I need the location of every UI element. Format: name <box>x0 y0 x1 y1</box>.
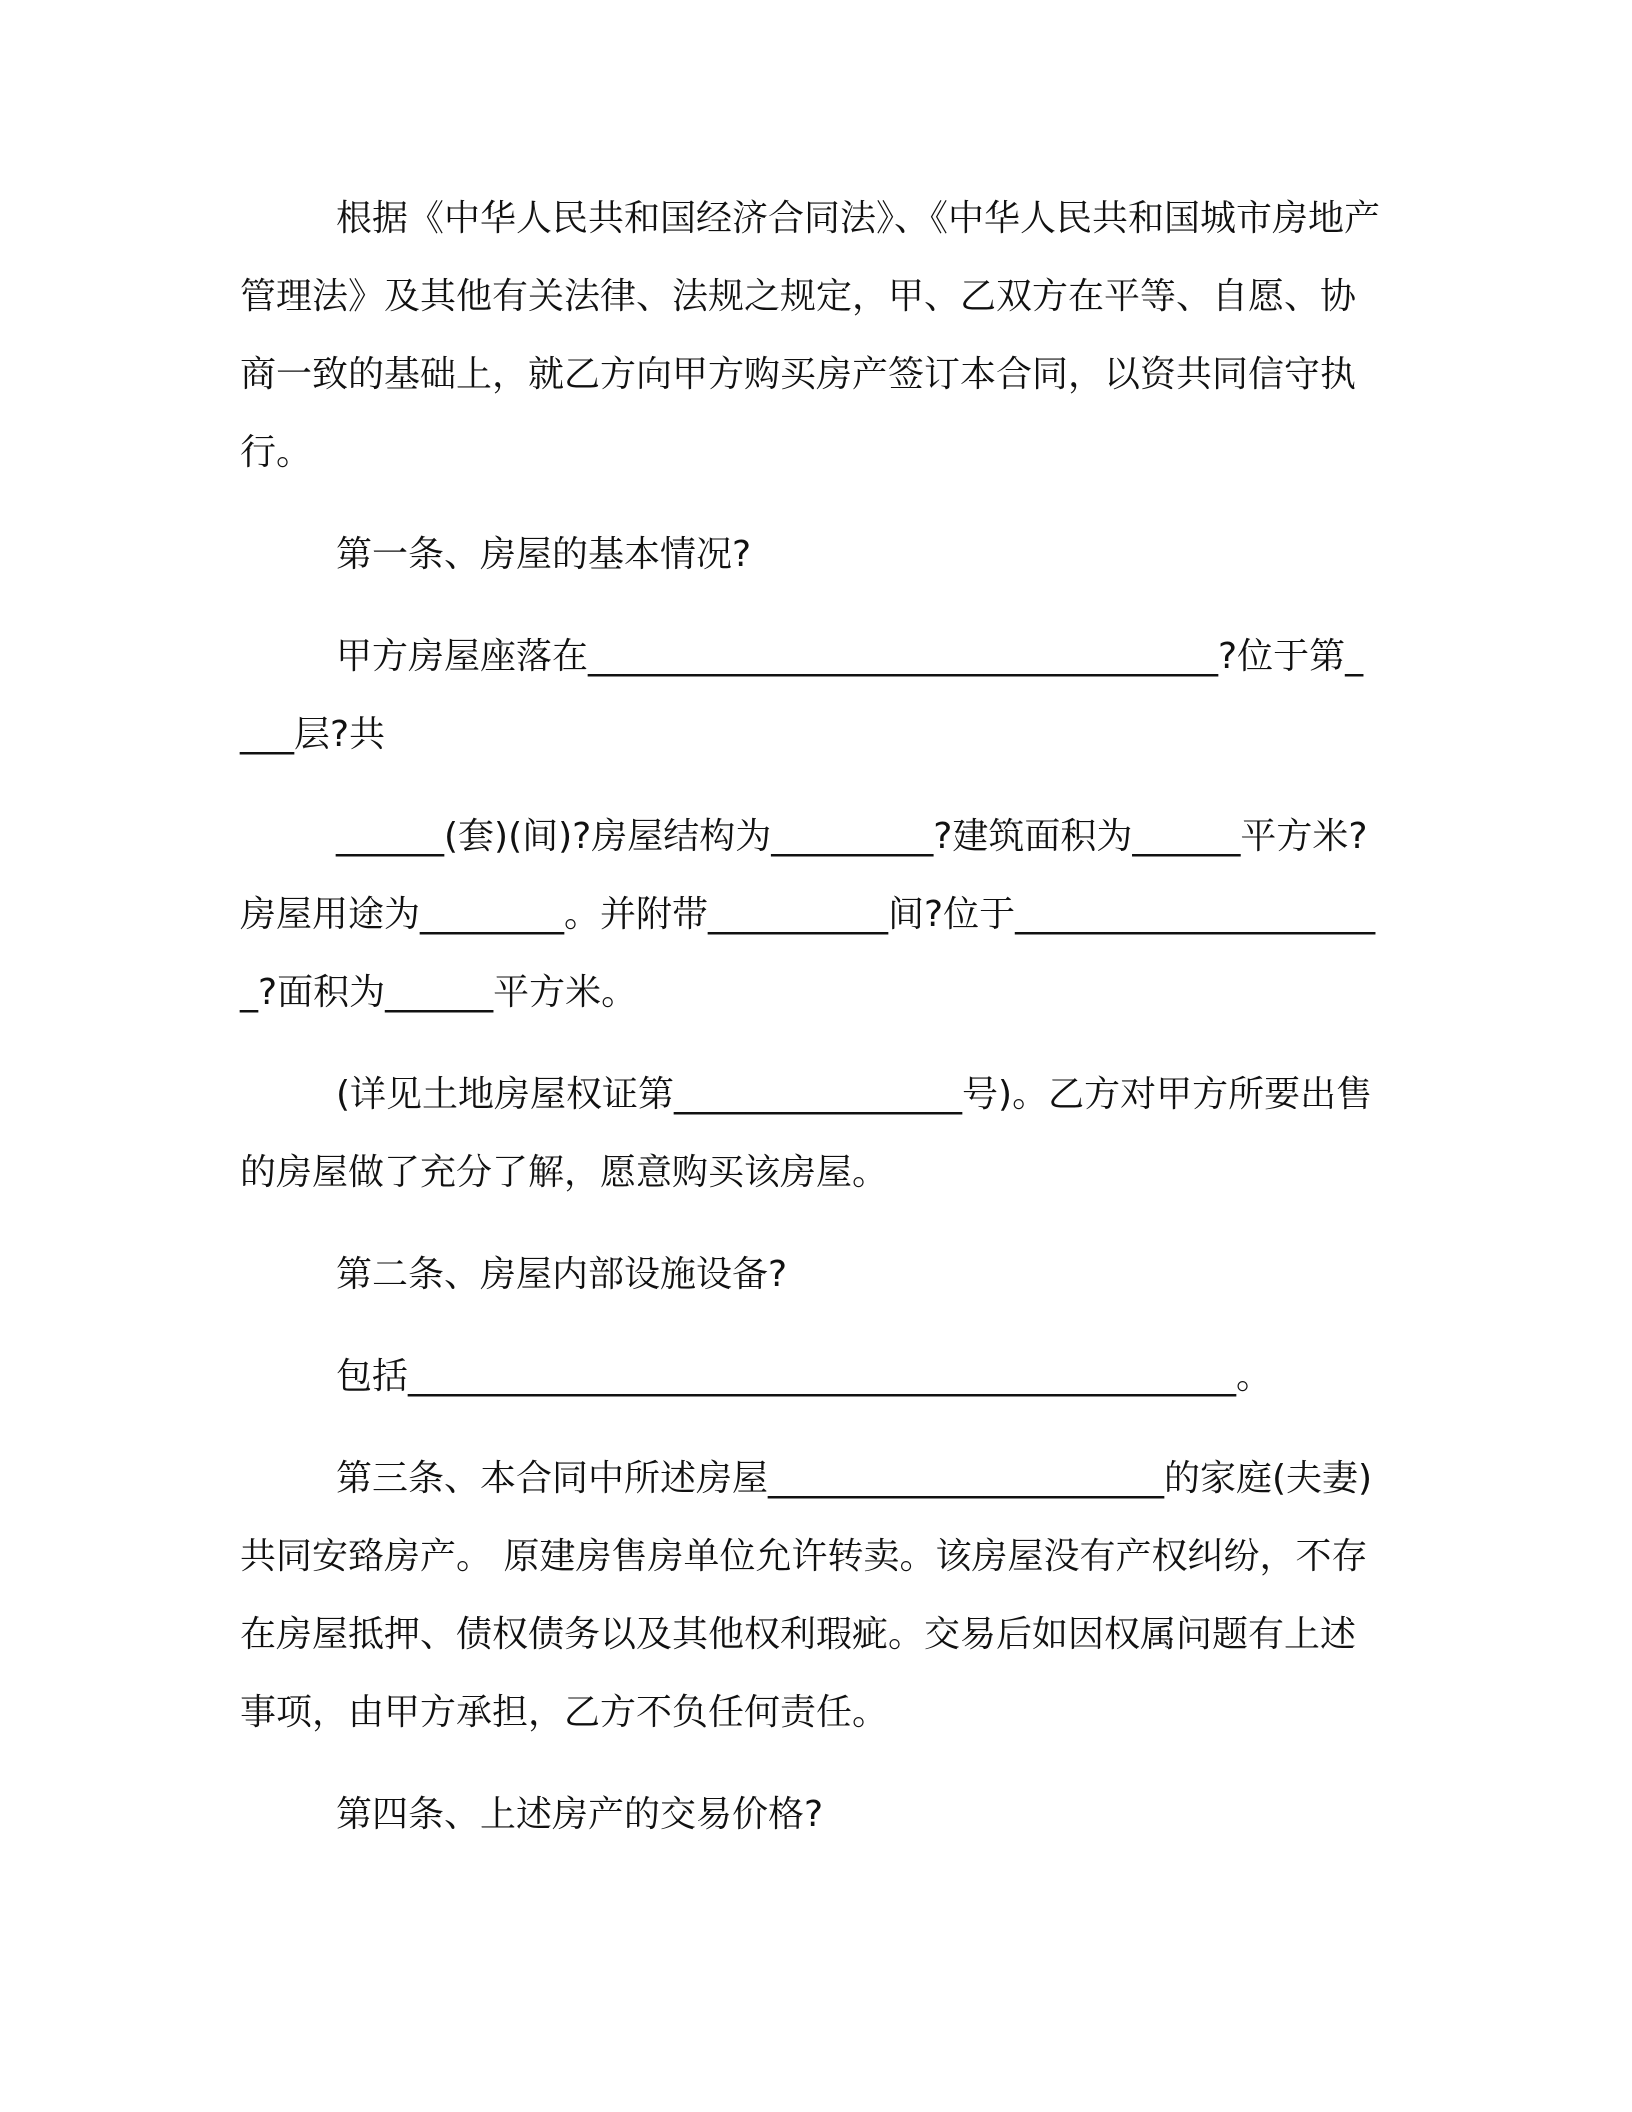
title-certificate-paragraph: (详见土地房屋权证第________________号)。乙方对甲方所要出售的房屋做了充分了解，愿意购买该房屋。 <box>240 1074 1373 1193</box>
document-page <box>240 180 1380 1878</box>
preamble-paragraph: 根据《中华人民共和国经济合同法》、《中华人民共和国城市房地产管理法》及其他有关法律、法规之规定，甲、乙双方在平等、自愿、协商一致的基础上，就乙方向甲方购买房产签订本合同，以资共同信守执行。 <box>240 198 1381 473</box>
house-location-paragraph: 甲方房屋座落在___________________________________?位于第_ ___层?共 <box>240 636 1375 755</box>
facilities-paragraph: 包括______________________________________________。 <box>336 1356 1272 1397</box>
house-details-paragraph: ______(套)(间)?房屋结构为_________?建筑面积为______平方米?房屋用途为________。并附带__________间?位于_____________________?面积为______平方米。 <box>240 816 1376 1013</box>
article-3-paragraph: 第三条、本合同中所述房屋______________________的家庭(夫妻)共同安臵房产。 原建房售房单位允许转卖。该房屋没有产权纠纷，不存在房屋抵押、债权债务以及其他权利瑕疵。交易后如因权属问题有上述事项，由甲方承担，乙方不负任何责任。 <box>240 1458 1373 1733</box>
article-4-heading: 第四条、上述房产的交易价格? <box>336 1794 824 1835</box>
article-2-heading: 第二条、房屋内部设施设备? <box>336 1254 788 1295</box>
article-1-heading: 第一条、房屋的基本情况? <box>336 534 752 575</box>
